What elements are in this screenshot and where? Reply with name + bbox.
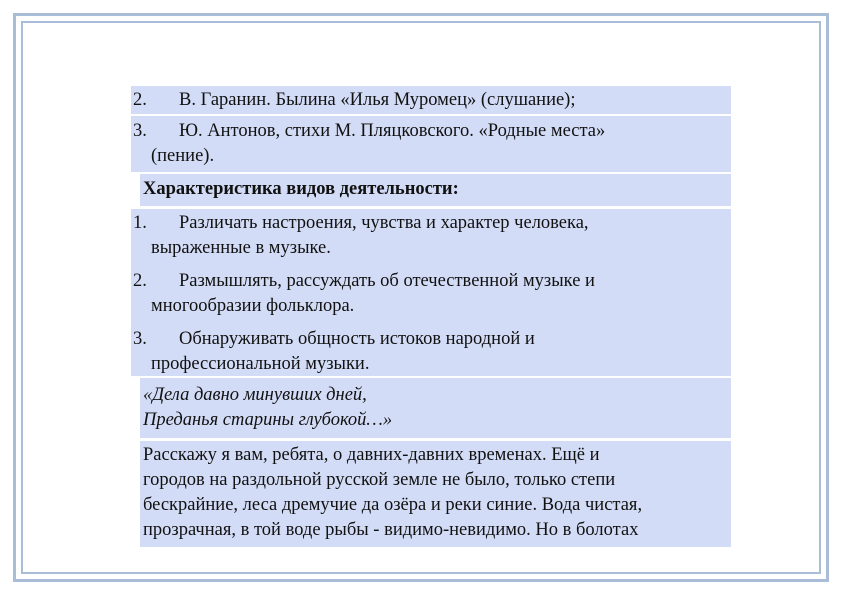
activities-heading: Характеристика видов деятельности: [143,179,459,199]
activity-item [131,269,731,319]
item-number: 3. [133,121,147,141]
epigraph-quote [140,378,731,438]
item-text: Различать настроения, чувства и характер человека, [179,213,589,233]
item-text: Обнаруживать общность истоков народной и [179,329,535,349]
activities-list [131,209,731,376]
story-line: бескрайние, леса дремучие да озёра и реки синие. Вода чистая, [143,495,643,515]
quote-line: «Дела давно минувших дней, [143,385,367,405]
item-number: 3. [133,329,147,349]
item-text: В. Гаранин. Былина «Илья Муромец» (слушание); [179,90,576,110]
story-line: прозрачная, в той воде рыбы - видимо-невидимо. Но в болотах [143,520,639,540]
item-number: 1. [133,213,147,233]
item-text-continued: многообразии фольклора. [151,296,355,316]
item-number: 2. [133,90,147,110]
item-text: Размышлять, рассуждать об отечественной музыке и [179,271,595,291]
activities-heading-block [140,174,731,206]
story-paragraph [140,441,731,547]
quote-line: Преданья старины глубокой…» [143,410,393,430]
activity-item [131,327,731,377]
item-text-continued: профессиональной музыки. [151,354,370,374]
story-line: городов на раздольной русской земле не было, только степи [143,470,616,490]
item-number: 2. [133,271,147,291]
repertoire-item-2 [131,86,731,114]
story-line: Расскажу я вам, ребята, о давних-давних временах. Ещё и [143,445,600,465]
item-text: Ю. Антонов, стихи М. Пляцковского. «Родные места» [179,121,606,141]
item-text-continued: выраженные в музыке. [151,238,331,258]
repertoire-item-3 [131,116,731,172]
item-text-continued: (пение). [151,146,215,166]
activity-item [131,211,731,261]
